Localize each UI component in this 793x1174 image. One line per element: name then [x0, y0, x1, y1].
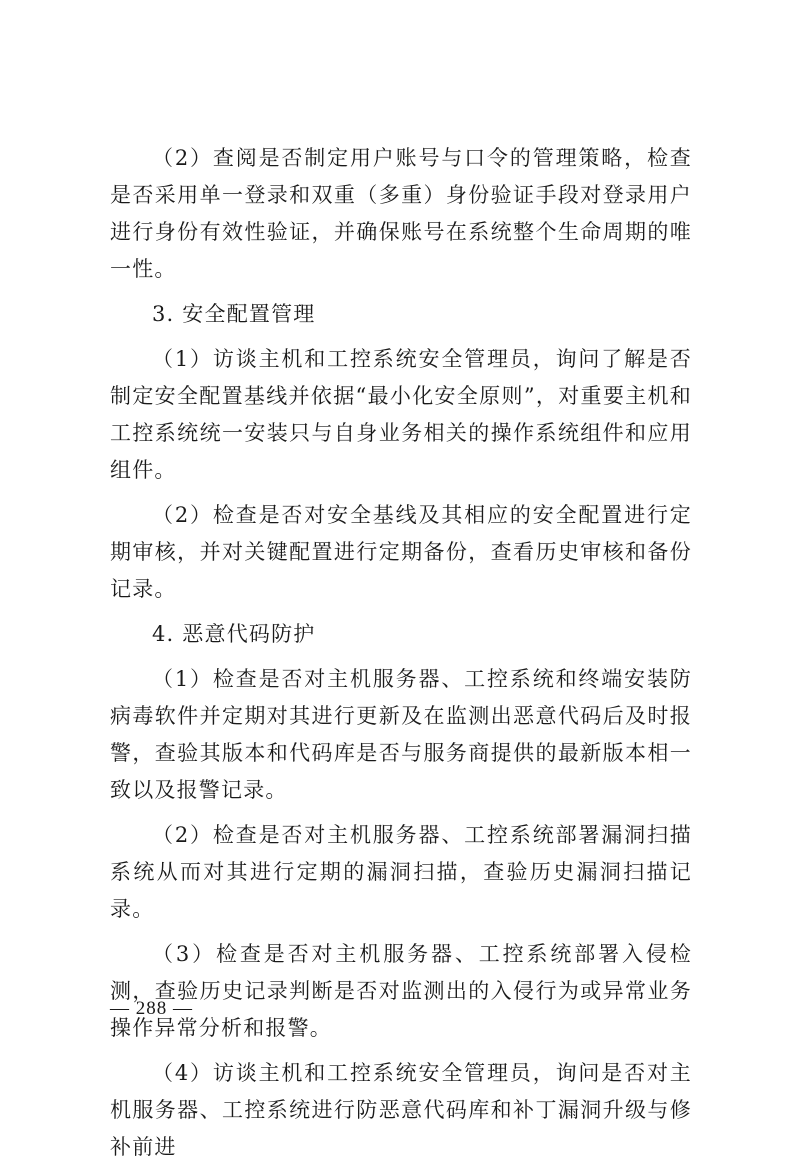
section-heading-malware-protection: 4. 恶意代码防护 — [152, 622, 316, 646]
paragraph-vulnerability-scan: （2）检查是否对主机服务器、工控系统部署漏洞扫描系统从而对其进行定期的漏洞扫描，查验历史漏洞扫描记录。 — [110, 823, 692, 921]
body-text — [110, 140, 692, 1174]
paragraph-antivirus: （1）检查是否对主机服务器、工控系统和终端安装防病毒软件并定期对其进行更新及在监测出恶意代码后及时报警，查验其版本和代码库是否与服务商提供的最新版本相一致以及报警记录。 — [110, 667, 692, 802]
paragraph-user-account-policy: （2）查阅是否制定用户账号与口令的管理策略，检查是否采用单一登录和双重（多重）身份验证手段对登录用户进行身份有效性验证，并确保账号在系统整个生命周期的唯一性。 — [110, 146, 692, 281]
paragraph-intrusion-detection: （3）检查是否对主机服务器、工控系统部署入侵检测，查验历史记录判断是否对监测出的入侵行为或异常业务操作异常分析和报警。 — [110, 942, 692, 1040]
page-number: — 288 — — [110, 998, 193, 1019]
paragraph-patch-upgrade: （4）访谈主机和工控系统安全管理员，询问是否对主机服务器、工控系统进行防恶意代码库和补丁漏洞升级与修补前进 — [110, 1061, 692, 1159]
section-heading-security-config: 3. 安全配置管理 — [152, 302, 316, 326]
paragraph-security-baseline: （1）访谈主机和工控系统安全管理员，询问了解是否制定安全配置基线并依据“最小化安全原则”，对重要主机和工控系统统一安装只与自身业务相关的操作系统组件和应用组件。 — [110, 347, 692, 482]
paragraph-baseline-audit: （2）检查是否对安全基线及其相应的安全配置进行定期审核，并对关键配置进行定期备份，查看历史审核和备份记录。 — [110, 503, 692, 601]
